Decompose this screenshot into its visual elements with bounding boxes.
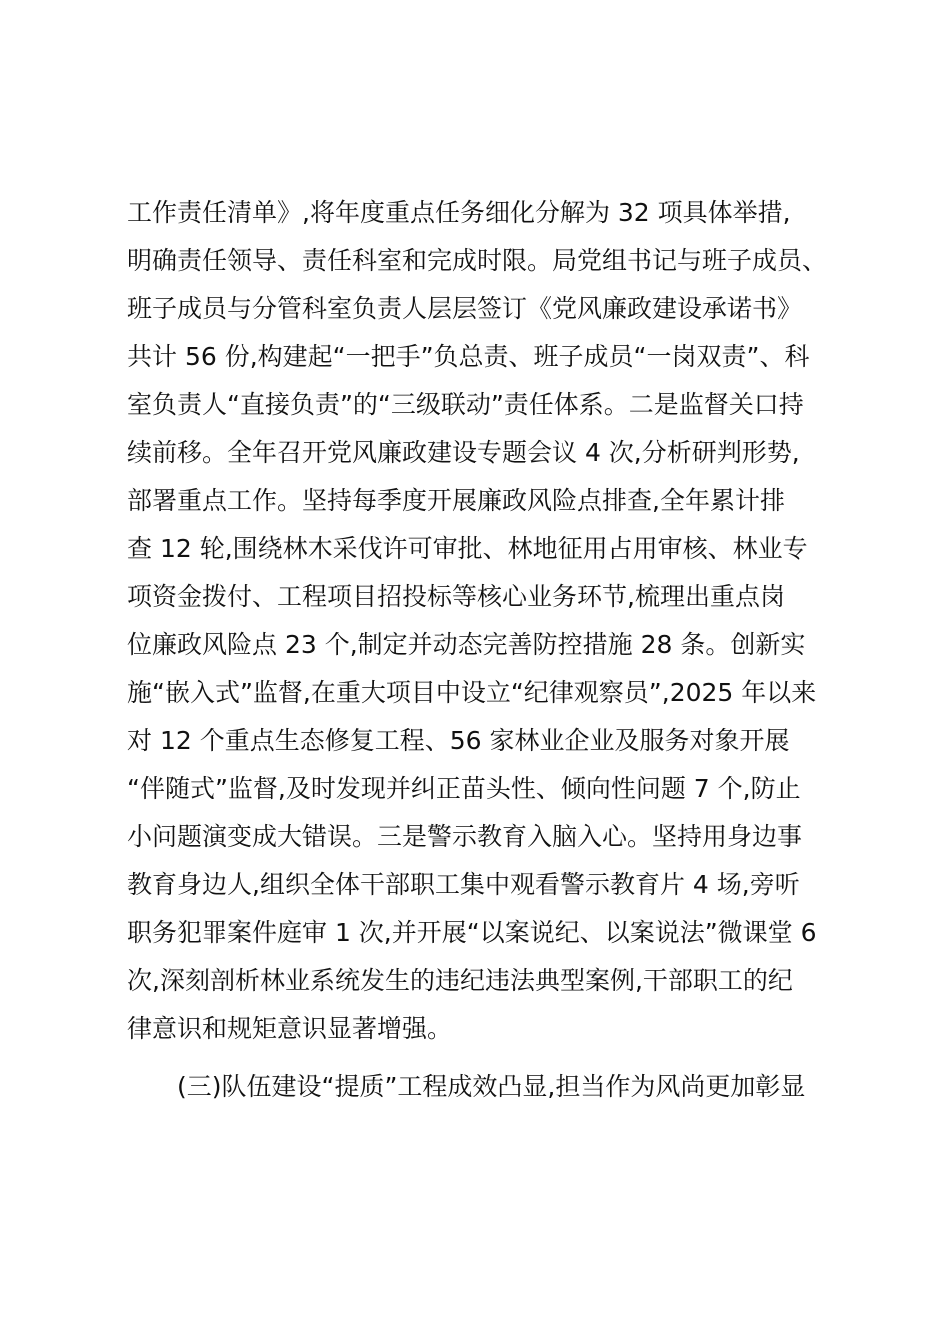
text-line: 续前移。全年召开党风廉政建设专题会议 4 次,分析研判形势,	[127, 438, 800, 467]
text-line: 小问题演变成大错误。三是警示教育入脑入心。坚持用身边事	[127, 822, 803, 851]
text-line: 室负责人“直接负责”的“三级联动”责任体系。二是监督关口持	[127, 390, 804, 419]
text-line: “伴随式”监督,及时发现并纠正苗头性、倾向性问题 7 个,防止	[127, 774, 801, 803]
text-line: 施“嵌入式”监督,在重大项目中设立“纪律观察员”,2025 年以来	[127, 678, 817, 707]
text-line: 次,深刻剖析林业系统发生的违纪违法典型案例,干部职工的纪	[127, 966, 793, 995]
text-line: 项资金拨付、工程项目招投标等核心业务环节,梳理出重点岗	[127, 582, 785, 611]
text-line: 对 12 个重点生态修复工程、56 家林业企业及服务对象开展	[127, 726, 790, 755]
text-line: 位廉政风险点 23 个,制定并动态完善防控措施 28 条。创新实	[127, 630, 806, 659]
text-line: 部署重点工作。坚持每季度开展廉政风险点排查,全年累计排	[127, 486, 785, 515]
text-line: 明确责任领导、责任科室和完成时限。局党组书记与班子成员、	[127, 246, 828, 275]
text-line: 共计 56 份,构建起“一把手”负总责、班子成员“一岗双责”、科	[127, 342, 810, 371]
section-heading: (三)队伍建设“提质”工程成效凸显,担当作为风尚更加彰显	[177, 1072, 806, 1101]
text-line: 职务犯罪案件庭审 1 次,并开展“以案说纪、以案说法”微课堂 6	[127, 918, 817, 947]
text-line: 班子成员与分管科室负责人层层签订《党风廉政建设承诺书》	[127, 294, 803, 323]
text-line: 查 12 轮,围绕林木采伐许可审批、林地征用占用审核、林业专	[127, 534, 808, 563]
text-line: 教育身边人,组织全体干部职工集中观看警示教育片 4 场,旁听	[127, 870, 800, 899]
text-line: 律意识和规矩意识显著增强。	[127, 1014, 453, 1043]
text-line: 工作责任清单》,将年度重点任务细化分解为 32 项具体举措,	[127, 198, 791, 227]
